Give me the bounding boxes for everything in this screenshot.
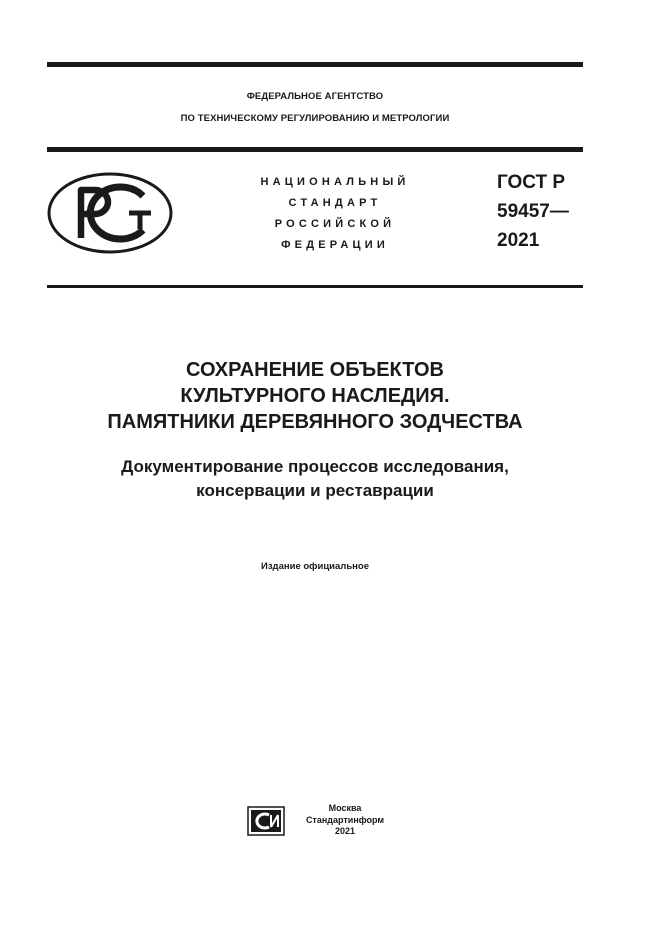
imprint-publisher: Стандартинформ: [305, 814, 385, 825]
imprint: [295, 803, 395, 838]
agency-name-line-1: ФЕДЕРАЛЬНОЕ АГЕНТСТВО: [246, 91, 384, 102]
title-line: СОХРАНЕНИЕ ОБЪЕКТОВ: [186, 359, 444, 381]
edition-label: Издание официальное: [261, 561, 369, 572]
standartinform-logo-icon: [247, 806, 285, 836]
standard-type-line: РОССИЙСКОЙ: [274, 218, 396, 230]
bottom-rule: [47, 285, 583, 288]
standard-number-line: 2021: [497, 230, 540, 251]
gost-r-emblem-icon: [47, 172, 173, 254]
document-title: [47, 357, 583, 435]
standard-type-line: СТАНДАРТ: [288, 197, 382, 209]
standard-number-line: ГОСТ Р: [497, 172, 566, 193]
title-line: ПАМЯТНИКИ ДЕРЕВЯННОГО ЗОДЧЕСТВА: [107, 411, 523, 433]
national-standard-label: [230, 172, 440, 256]
standard-number: [497, 168, 587, 255]
standard-type-line: ФЕДЕРАЦИИ: [281, 239, 389, 251]
document-subtitle: [47, 455, 583, 503]
subtitle-line: Документирование процессов исследования,: [121, 457, 509, 476]
imprint-city: Москва: [328, 803, 362, 813]
subtitle-line: консервации и реставрации: [196, 481, 434, 500]
standard-number-line: 59457—: [497, 201, 569, 222]
title-line: КУЛЬТУРНОГО НАСЛЕДИЯ.: [180, 385, 450, 407]
imprint-year: 2021: [334, 826, 356, 836]
agency-name-line-2: ПО ТЕХНИЧЕСКОМУ РЕГУЛИРОВАНИЮ И МЕТРОЛОГИИ: [180, 113, 450, 124]
standard-type-line: НАЦИОНАЛЬНЫЙ: [260, 176, 410, 188]
middle-rule: [47, 147, 583, 152]
top-rule: [47, 62, 583, 67]
